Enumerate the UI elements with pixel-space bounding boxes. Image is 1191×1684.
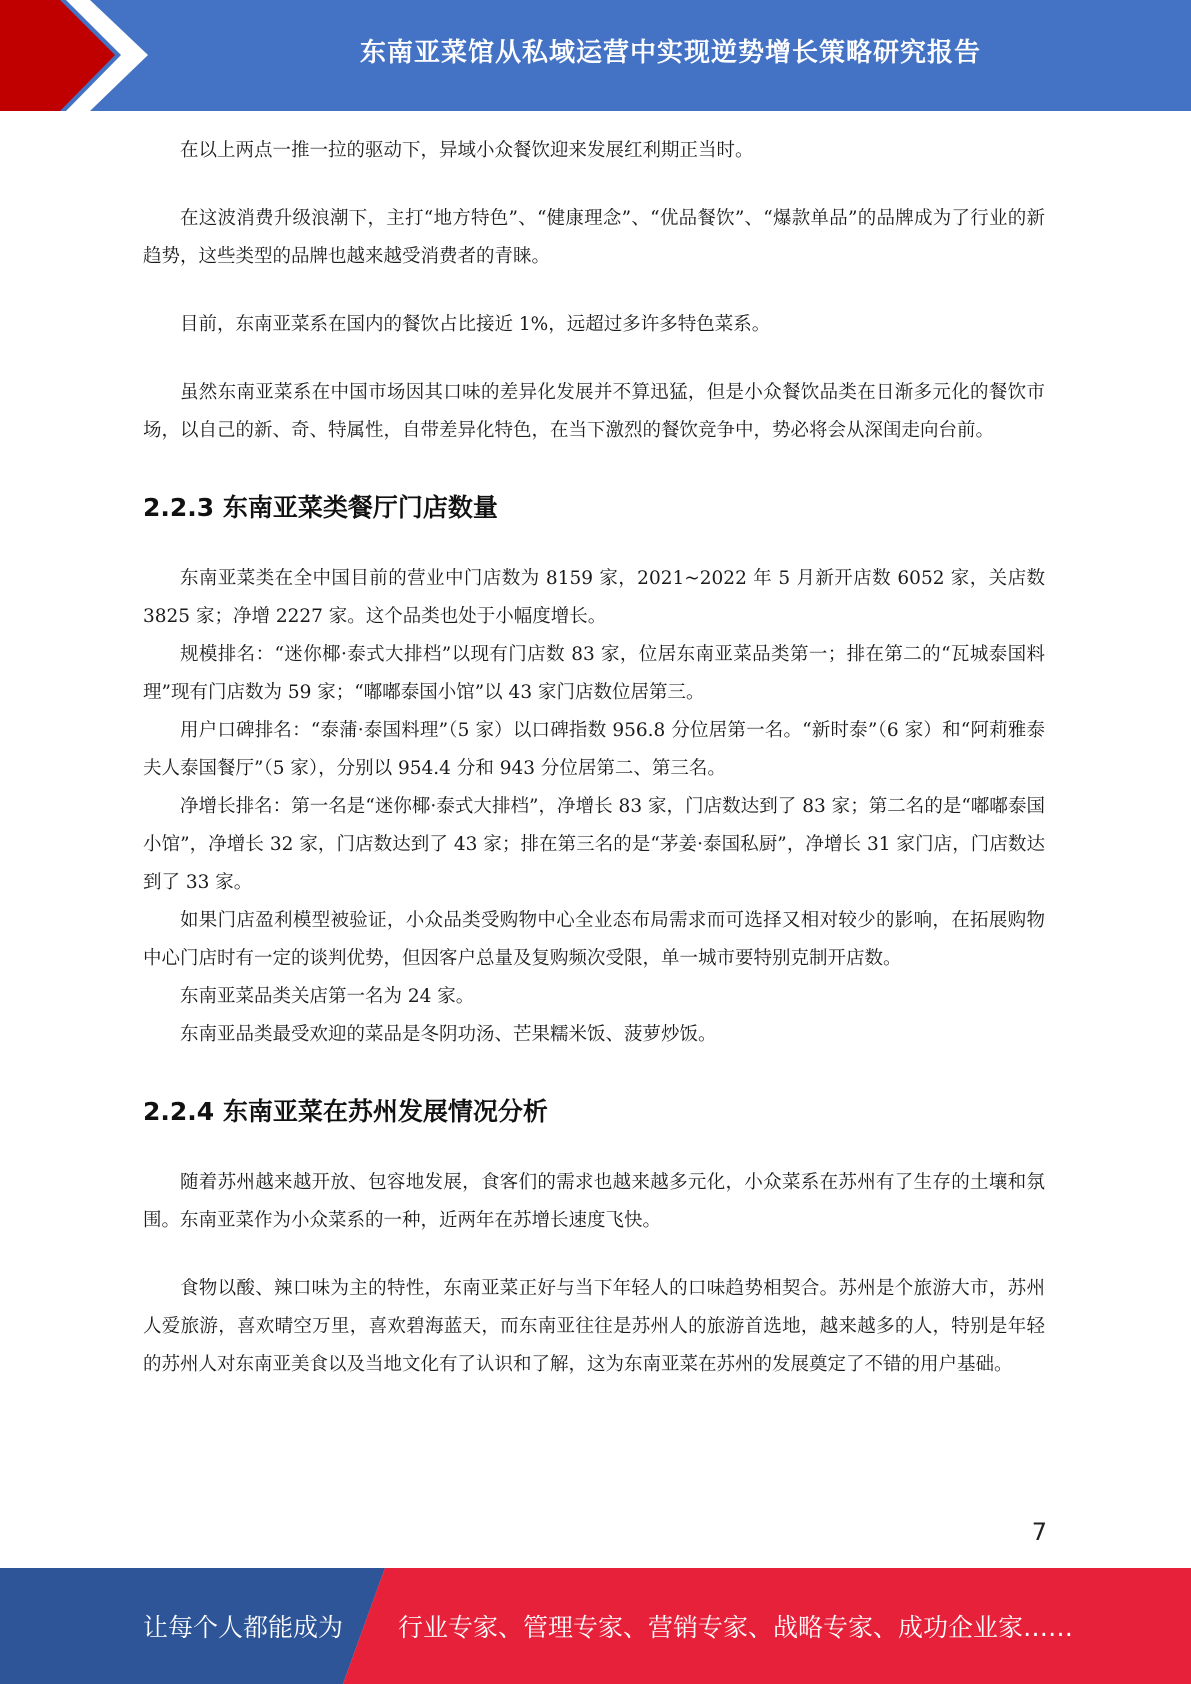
paragraph: 目前，东南亚菜系在国内的餐饮占比接近 1%，远超过多许多特色菜系。: [180, 314, 771, 335]
page-number: 7: [1031, 1518, 1047, 1546]
page-content: [143, 132, 1045, 1384]
section-heading-2-2-3: 2.2.3 东南亚菜类餐厅门店数量: [143, 493, 498, 522]
paragraph: 东南亚菜品类关店第一名为 24 家。: [180, 986, 475, 1007]
report-title: 东南亚菜馆从私域运营中实现逆势增长策略研究报告: [359, 37, 981, 68]
paragraph: 在这波消费升级浪潮下，主打“地方特色”、“健康理念”、“优品餐饮”、“爆款单品”的品牌成为了行业的新趋势，这些类型的品牌也越来越受消费者的青睐。: [143, 208, 1045, 267]
paragraph: 规模排名：“迷你椰·泰式大排档”以现有门店数 83 家，位居东南亚菜品类第一；排在第二的“瓦城泰国料理”现有门店数为 59 家；“嘟嘟泰国小馆”以 43 家门店数位居第三。: [143, 644, 1045, 703]
page-footer: [0, 1568, 1191, 1684]
paragraph: 随着苏州越来越开放、包容地发展，食客们的需求也越来越多元化，小众菜系在苏州有了生存的土壤和氛围。东南亚菜作为小众菜系的一种，近两年在苏增长速度飞快。: [143, 1172, 1045, 1231]
paragraph: 东南亚品类最受欢迎的菜品是冬阴功汤、芒果糯米饭、菠萝炒饭。: [180, 1024, 717, 1045]
footer-slogan-right: 行业专家、管理专家、营销专家、战略专家、成功企业家……: [398, 1613, 1074, 1642]
paragraph: 食物以酸、辣口味为主的特性，东南亚菜正好与当下年轻人的口味趋势相契合。苏州是个旅游大市，苏州人爱旅游，喜欢晴空万里，喜欢碧海蓝天，而东南亚往往是苏州人的旅游首选地，越来越多的人，特别是年轻的苏州人对东南亚美食以及当地文化有了认识和了解，这为东南亚菜在苏州的发展奠定了不错的用户基础。: [143, 1278, 1045, 1375]
paragraph: 虽然东南亚菜系在中国市场因其口味的差异化发展并不算迅猛，但是小众餐饮品类在日渐多元化的餐饮市场，以自己的新、奇、特属性，自带差异化特色，在当下激烈的餐饮竞争中，势必将会从深闺走向台前。: [143, 382, 1045, 441]
paragraph: 用户口碑排名：“泰蒲·泰国料理”（5 家）以口碑指数 956.8 分位居第一名。“新时泰”（6 家）和“阿莉雅泰夫人泰国餐厅”（5 家），分别以 954.4 分和 943 分位居第二、第三名。: [143, 720, 1045, 779]
section-heading-2-2-4: 2.2.4 东南亚菜在苏州发展情况分析: [143, 1097, 548, 1126]
footer-slogan-left: 让每个人都能成为: [143, 1613, 344, 1642]
paragraph: 在以上两点一推一拉的驱动下，异域小众餐饮迎来发展红利期正当时。: [180, 140, 754, 161]
page-header: [0, 0, 1191, 111]
paragraph: 东南亚菜类在全中国目前的营业中门店数为 8159 家，2021~2022 年 5 月新开店数 6052 家，关店数 3825 家；净增 2227 家。这个品类也处于小幅度增长。: [143, 568, 1045, 627]
paragraph: 净增长排名：第一名是“迷你椰·泰式大排档”，净增长 83 家，门店数达到了 83 家；第二名的是“嘟嘟泰国小馆”，净增长 32 家，门店数达到了 43 家；排在第三名的是“茅姜·泰国私厨”，净增长 31 家门店，门店数达到了 33 家。: [143, 796, 1045, 893]
paragraph: 如果门店盈利模型被验证，小众品类受购物中心全业态布局需求而可选择又相对较少的影响，在拓展购物中心门店时有一定的谈判优势，但因客户总量及复购频次受限，单一城市要特别克制开店数。: [143, 910, 1045, 969]
